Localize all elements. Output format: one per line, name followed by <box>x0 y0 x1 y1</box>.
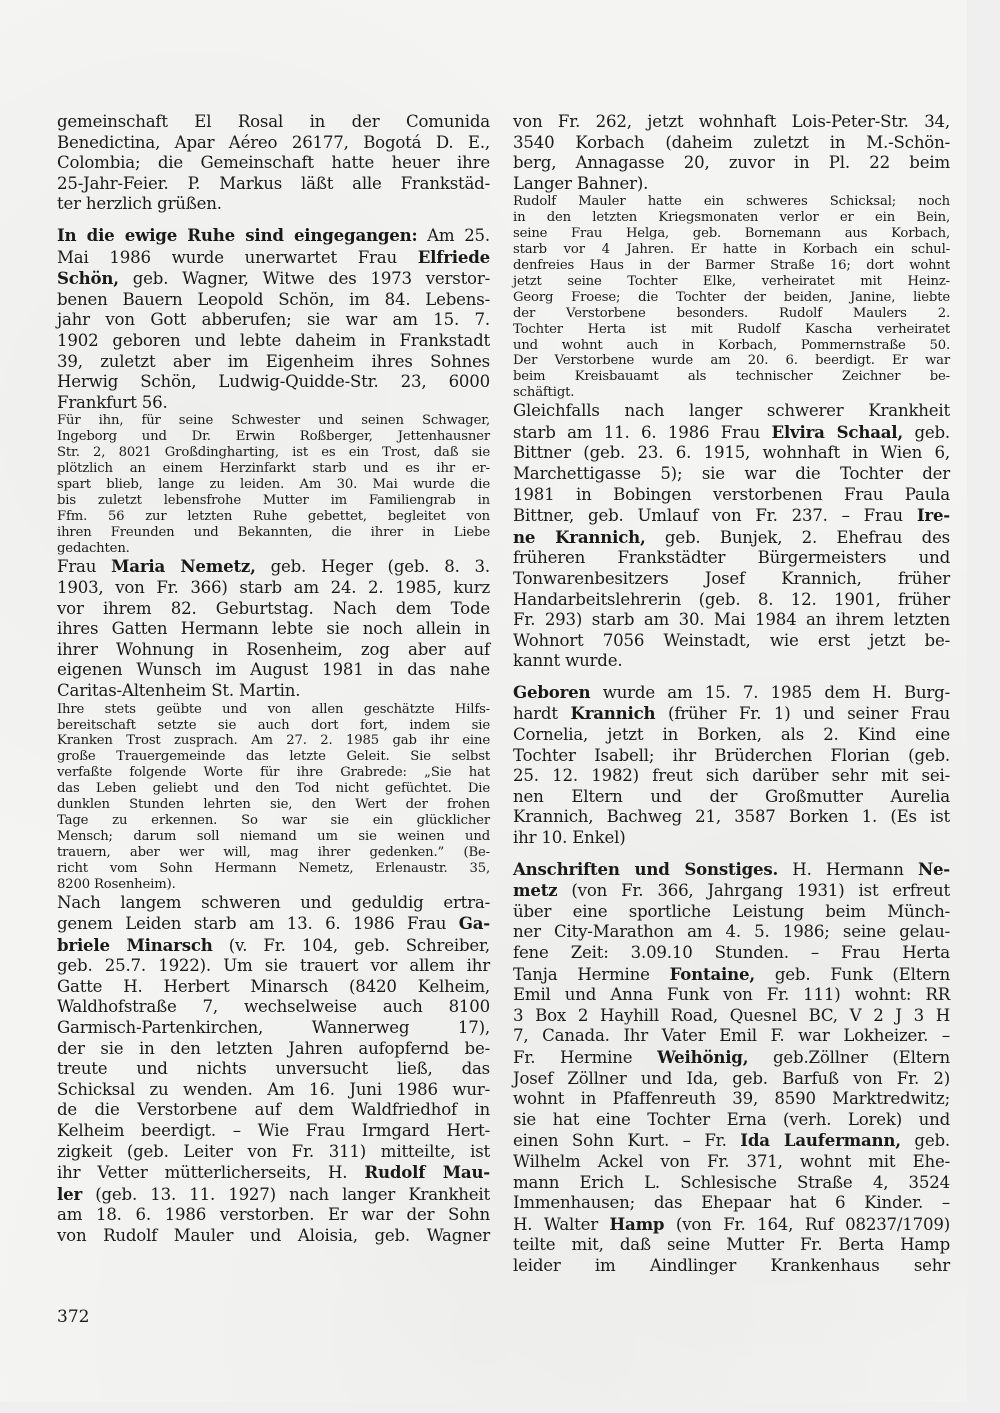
text-line: der Verstorbene besonders. Rudolf Maulers 2. <box>513 305 950 321</box>
paragraph-gap <box>57 215 490 225</box>
text-line: hardt Krannich (früher Fr. 1) und seiner Frau <box>513 703 951 724</box>
text-line: briele Minarsch (v. Fr. 104, geb. Schreiber, <box>57 934 490 955</box>
text-line: und wohnt auch in Korbach, Pommernstraße 50. <box>513 337 950 353</box>
text-line: große Trauergemeinde das letzte Geleit. Sie selbst <box>57 749 490 765</box>
text-line: Immenhausen; das Ehepaar hat 6 Kinder. – <box>513 1193 950 1213</box>
text-line: gedachten. <box>57 540 130 556</box>
paragraph <box>57 556 490 701</box>
text-line: 7, Canada. Ihr Vater Emil F. war Lokheizer. – <box>513 1026 950 1046</box>
text-line: Kranken Trost zusprach. Am 27. 2. 1985 gab ihr eine <box>57 733 490 749</box>
paragraph <box>513 682 950 849</box>
text-line: 1981 in Bobingen verstorbenen Frau Paula <box>513 484 950 504</box>
text-line: H. Walter Hamp (von Fr. 164, Ruf 08237/1709) <box>513 1213 951 1234</box>
right-column <box>513 112 950 1277</box>
text-line: Tanja Hermine Fontaine, geb. Funk (Eltern <box>513 963 951 984</box>
text-line: einen Sohn Kurt. – Fr. Ida Laufermann, geb. <box>513 1130 950 1151</box>
text-line: Frankfurt 56. <box>57 392 168 412</box>
text-line: bis zuletzt lebensfrohe Mutter im Familiengrab in <box>57 492 490 508</box>
text-line: jahr von Gott abberufen; sie war am 15. 7. <box>57 310 490 330</box>
paragraph-gap <box>513 849 950 859</box>
text-line: teilte mit, daß seine Mutter Fr. Berta Hamp <box>513 1235 950 1255</box>
text-line: geb. 25.7. 1922). Um sie trauert vor allem ihr <box>57 956 490 976</box>
text-line: Wilhelm Ackel von Fr. 371, wohnt mit Ehe- <box>513 1151 950 1171</box>
text-line: Str. 2, 8021 Großdingharting, ist es ein Trost, daß sie <box>57 445 490 461</box>
text-line: Tochter Herta ist mit Rudolf Kascha verheiratet <box>513 321 950 337</box>
text-line: seine Frau Helga, geb. Bornemann aus Korbach, <box>513 226 950 242</box>
paragraph <box>57 893 490 1247</box>
text-line: genem Leiden starb am 13. 6. 1986 Frau Ga- <box>57 913 490 934</box>
text-line: Langer Bahner). <box>513 173 649 193</box>
text-line: das Leben geliebt und den Tod nicht gefüchtet. Die <box>57 781 490 797</box>
text-line: metz (von Fr. 366, Jahrgang 1931) ist erfreut <box>513 880 950 901</box>
text-line: fene Zeit: 3.09.10 Stunden. – Frau Herta <box>513 943 950 962</box>
text-line: denfreies Haus in der Barmer Straße 16; dort wohnt <box>513 258 950 273</box>
text-line: dunklen Stunden lehrten sie, den Wert der frohen <box>57 797 490 813</box>
paragraph <box>513 859 950 1277</box>
text-line: zigkeit (geb. Leiter von Fr. 311) mitteilte, ist <box>57 1141 490 1161</box>
text-line: sie hat eine Tochter Erna (verh. Lorek) und <box>513 1109 950 1129</box>
text-line: In die ewige Ruhe sind eingegangen: Am 25. <box>57 224 490 245</box>
text-line: über eine sportliche Leistung beim Münch- <box>513 901 950 921</box>
text-line: Anschriften und Sonstiges. H. Hermann Ne- <box>513 858 950 879</box>
paragraph <box>513 112 950 194</box>
page-number: 372 <box>57 1307 90 1327</box>
text-line: ihrer Wohnung in Rosenheim, zog aber auf <box>57 639 490 659</box>
text-line: richt vom Sohn Hermann Nemetz, Erlenaustr. 35, <box>57 860 490 876</box>
text-line: der sie in den letzten Jahren aufopfernd be- <box>57 1038 490 1058</box>
text-line: leider im Aindlinger Krankenhaus sehr <box>513 1255 950 1275</box>
text-line: ler (geb. 13. 11. 1927) nach langer Krankheit <box>57 1183 490 1204</box>
text-line: in den letzten Kriegsmonaten verlor er ein Bein, <box>513 210 950 226</box>
text-line: Tage zu erkennen. So war sie ein glücklicher <box>57 812 490 828</box>
text-line: Krannich, Bachweg 21, 3587 Borken 1. (Es ist <box>513 807 950 827</box>
text-line: verfaßte folgende Worte für ihre Grabrede: „Sie hat <box>57 765 490 781</box>
text-line: früheren Frankstädter Bürgermeisters und <box>513 548 950 568</box>
text-line: Tonwarenbesitzers Josef Krannich, früher <box>513 568 950 588</box>
text-line: Nach langem schweren und geduldig ertra- <box>57 892 490 912</box>
text-line: Waldhofstraße 7, wechselweise auch 8100 <box>57 997 490 1017</box>
text-line: Der Verstorbene wurde am 20. 6. beerdigt. Er war <box>513 353 950 369</box>
small-print-paragraph <box>513 194 950 401</box>
text-line: starb vor 4 Jahren. Er hatte in Korbach ein schul- <box>513 242 950 258</box>
text-line: Caritas-Altenheim St. Martin. <box>57 681 301 701</box>
text-line: berg, Annagasse 20, zuvor in Pl. 22 beim <box>513 153 950 173</box>
paragraph-gap <box>513 672 950 682</box>
text-line: ter herzlich grüßen. <box>57 194 222 214</box>
text-line: Für ihn, für seine Schwester und seinen Schwager, <box>57 413 490 429</box>
text-line: vor ihrem 82. Geburtstag. Nach dem Tode <box>57 598 490 618</box>
text-line: Wohnort 7056 Weinstadt, wie erst jetzt be- <box>513 630 950 650</box>
text-line: Gatte H. Herbert Minarsch (8420 Kelheim, <box>57 976 490 996</box>
paragraph <box>513 401 950 672</box>
text-line: schäftigt. <box>513 385 575 401</box>
text-line: Bittner, geb. Umlauf von Fr. 237. – Frau Ire- <box>513 505 950 526</box>
text-line: Bittner (geb. 23. 6. 1915, wohnhaft in Wien 6, <box>513 443 950 463</box>
text-line: von Rudolf Mauler und Aloisia, geb. Wagner <box>57 1226 490 1245</box>
text-line: Garmisch-Partenkirchen, Wannerweg 17), <box>57 1018 490 1038</box>
text-line: Ihre stets geübte und von allen geschätzte Hilfs- <box>57 701 490 717</box>
text-line: Handarbeitslehrerin (geb. 8. 12. 1901, früher <box>513 589 950 609</box>
small-print-paragraph <box>57 702 490 893</box>
text-line: Frau Maria Nemetz, geb. Heger (geb. 8. 3. <box>57 556 490 577</box>
text-line: Georg Froese; die Tochter der beiden, Janine, liebte <box>513 289 950 305</box>
text-line: 39, zuletzt aber im Eigenheim ihres Sohnes <box>57 351 490 371</box>
text-line: ner City-Marathon am 4. 5. 1986; seine gelau- <box>513 922 950 942</box>
text-line: 3540 Korbach (daheim zuletzt in M.-Schön- <box>513 132 950 152</box>
text-line: ihr Vetter mütterlicherseits, H. Rudolf Mau- <box>57 1162 490 1183</box>
text-line: von Fr. 262, jetzt wohnhaft Lois-Peter-Str. 34, <box>513 112 950 131</box>
small-print-paragraph <box>57 413 490 556</box>
text-line: treute und nichts unversucht ließ, das <box>57 1059 490 1079</box>
text-line: Geboren wurde am 15. 7. 1985 dem H. Burg- <box>513 681 950 702</box>
text-line: Schicksal zu wenden. Am 16. Juni 1986 wur- <box>57 1079 490 1099</box>
text-line: 3 Box 2 Hayhill Road, Quesnel BC, V 2 J 3 H <box>513 1005 950 1025</box>
text-line: 25. 12. 1982) freut sich darüber sehr mit sei- <box>513 766 950 786</box>
text-line: Gleichfalls nach langer schwerer Krankheit <box>513 401 950 421</box>
text-line: 8200 Rosenheim). <box>57 876 176 892</box>
text-line: am 18. 6. 1986 verstorben. Er war der Sohn <box>57 1205 490 1225</box>
text-line: beim Kreisbauamt als technischer Zeichner be- <box>513 369 950 385</box>
text-line: Ffm. 56 zur letzten Ruhe gebettet, begleitet von <box>57 508 490 524</box>
text-line: gemeinschaft El Rosal in der Comunida <box>57 112 490 131</box>
text-line: Herwig Schön, Ludwig-Quidde-Str. 23, 6000 <box>57 372 490 392</box>
text-line: 25-Jahr-Feier. P. Markus läßt alle Frankstäd- <box>57 173 490 193</box>
text-line: Colombia; die Gemeinschaft hatte heuer ihre <box>57 153 490 173</box>
text-line: Emil und Anna Funk von Fr. 111) wohnt: RR <box>513 985 950 1005</box>
text-line: de die Verstorbene auf dem Waldfriedhof in <box>57 1100 490 1120</box>
text-line: kannt wurde. <box>513 651 623 671</box>
text-line: trauern, aber wer will, mag ihrer gedenken.” (Be- <box>57 844 490 860</box>
left-column <box>57 112 490 1247</box>
text-line: 1903, von Fr. 366) starb am 24. 2. 1985, kurz <box>57 578 490 598</box>
text-line: Benedictina, Apar Aéreo 26177, Bogotá D. E., <box>57 132 490 152</box>
text-line: Schön, geb. Wagner, Witwe des 1973 verstor- <box>57 268 490 289</box>
text-line: Josef Zöllner und Ida, geb. Barfuß von Fr. 2) <box>513 1068 950 1088</box>
text-line: Fr. Hermine Weihönig, geb.Zöllner (Eltern <box>513 1046 950 1067</box>
text-line: plötzlich an einem Herzinfarkt starb und es ihr er- <box>57 461 490 477</box>
text-line: eigenen Wunsch im August 1981 in das nahe <box>57 660 490 680</box>
text-line: ihr 10. Enkel) <box>513 828 626 848</box>
text-line: Tochter Isabell; ihr Brüderchen Florian (geb. <box>513 745 950 765</box>
text-line: Kelheim beerdigt. – Wie Frau Irmgard Hert- <box>57 1121 490 1141</box>
paragraph <box>57 112 490 215</box>
text-line: starb am 11. 6. 1986 Frau Elvira Schaal, geb. <box>513 421 950 442</box>
text-line: Rudolf Mauler hatte ein schweres Schicksal; noch <box>513 194 950 210</box>
text-line: Marchettigasse 5); sie war die Tochter der <box>513 463 950 483</box>
text-line: ihres Gatten Hermann lebte sie noch allein in <box>57 619 490 639</box>
paragraph <box>57 225 490 413</box>
text-line: bereitschaft setzte sie auch dort fort, indem sie <box>57 717 490 733</box>
text-line: Fr. 293) starb am 30. Mai 1984 an ihrem letzten <box>513 610 950 630</box>
text-line: Mensch; darum soll niemand um sie weinen und <box>57 828 490 844</box>
text-line: mann Erich L. Schlesische Straße 4, 3524 <box>513 1172 950 1192</box>
text-line: Mai 1986 wurde unerwartet Frau Elfriede <box>57 246 490 267</box>
text-line: Ingeborg und Dr. Erwin Roßberger, Jettenhausner <box>57 429 490 445</box>
text-line: ne Krannich, geb. Bunjek, 2. Ehefrau des <box>513 526 950 547</box>
text-line: 1902 geboren und lebte daheim in Frankstadt <box>57 330 490 350</box>
text-line: nen Eltern und der Großmutter Aurelia <box>513 786 950 806</box>
text-line: Cornelia, jetzt in Borken, als 2. Kind eine <box>513 725 950 745</box>
text-line: ihren Freunden und Bekannten, die ihrer in Liebe <box>57 524 490 540</box>
text-line: jetzt seine Tochter Elke, verheiratet mit Heinz- <box>513 273 950 289</box>
text-line: benen Bauern Leopold Schön, im 84. Lebens- <box>57 289 490 309</box>
text-line: spart blieb, lange zu leiden. Am 30. Mai wurde die <box>57 476 490 492</box>
text-line: wohnt in Pfaffenreuth 39, 8590 Marktredwitz; <box>513 1089 950 1109</box>
